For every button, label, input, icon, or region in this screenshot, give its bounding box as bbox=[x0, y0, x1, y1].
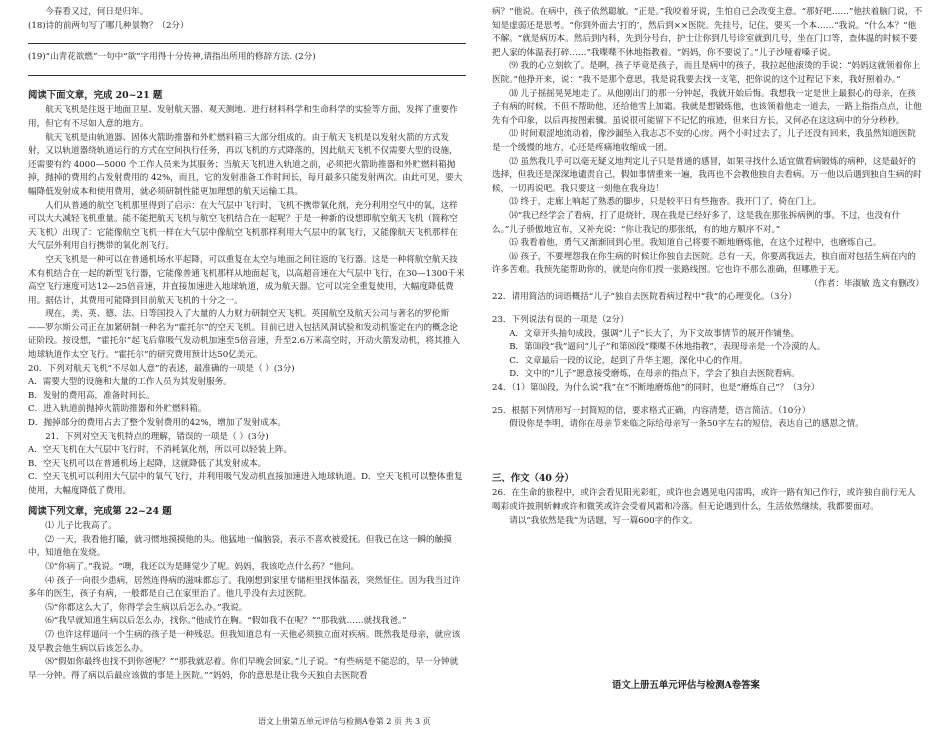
passage-paragraph: 现在，美、英、德、法、日等国投入了大量的人力财力研制空天飞机。英国航空及航天公司与著名的罗伦斯——罗尔斯公司正在加紧研制一种名为“霍托尔”的空天飞机。目前已进入包括风洞试验和发动机鉴定在内的概念论证阶段。按设想，“霍托尔”起飞后靠吸气发动机加速至5倍音速，升至2.6万米高空时，开动火箭发动机，将其推入地球轨道作太空飞行。“霍托尔”的研究费用预计达50亿美元。 bbox=[28, 309, 460, 361]
passage-paragraph: 航天飞机是由轨道器、固体火箭助推器和外贮燃料箱三大部分组成的。由于航天飞机是以发射火箭的方式发射，又以轨道器绕轨道运行的方式在空间执行任务，再以飞机的方式降落的，因此航天飞机不仅需要大型的设施，还需要有约 4000—5000 个工作人员来为其服务；当航天飞机进入轨道之前，必须把火箭助推器和外贮燃料箱抛掉，抛掉的费用约占发射费用的 42%，而且，它的发射准备工作时间长，每月最多只能发射两次。由此可见，要大幅降低发射成本和使用费用，就必须研制性能更加理想的航天运输工具。 bbox=[28, 132, 463, 197]
question-22: 22．请用简洁的词语概括“儿子”独自去医院看病过程中“我”的心理变化。（3分） bbox=[492, 292, 797, 303]
story-paragraph: ⑴ 儿子比我高了。 bbox=[45, 521, 117, 532]
option-b: B．空天飞机可以在普通机场上起降，这就降低了其发射成本。 bbox=[28, 458, 267, 469]
question-24: 24．（1）第⒃段，为什么说“我”在“不断地磨炼他”的同时，也是“磨炼自己”？（3分） bbox=[492, 383, 820, 394]
question-25: 25．根据下列情形写一封简短的信，要求格式正确，内容清楚，语言简洁。（10分） bbox=[492, 405, 811, 416]
option-c: C．进入轨道前抛掉火箭助推器和外贮燃料箱。 bbox=[28, 404, 207, 415]
answer-line bbox=[28, 65, 466, 76]
option-d: D．抛掉部分的费用占去了整个发射费用的42%，增加了发射成本。 bbox=[28, 418, 287, 429]
question-25-detail: 假设你是李明，请你在母亲节来临之际给母亲写一条50字左右的短信，表达自己的感恩之情。 bbox=[509, 419, 864, 430]
question-26-prompt: 请以“我依然是我”为话题，写一篇600字的作文。 bbox=[509, 515, 698, 526]
story-paragraph: ⑿ 虽然我几乎可以毫无疑义地判定儿子只是普通的感冒，如果寻找什么适宜做看病锻炼的病种，这是最好的选择，但我还是深深地谴责自己，假如事情重来一遍，我再也不会教他独自去看病。万一他以后遇到独自生病的时候，一切再说吧。我只要这一刻他在我身边！ bbox=[492, 156, 922, 194]
option-c-d: C．空天飞机可以利用大气层中的氧气飞行，并利用吸气发动机直接加速进入地球轨道。D．空天飞机可以整体重复使用，大幅度降低了费用。 bbox=[28, 472, 463, 496]
story-paragraph: ⒃ 孩子，不要埋怨我在你生病的时候让你独自去医院。总有一天，你要离我远去，独自面对包括生病在内的许多苦难。我预先能帮助你的，就是向你们授一张路线图。它也许不那么准确，但哪胜于无。 bbox=[492, 251, 916, 276]
section-3-title: 三、作文（40 分） bbox=[492, 472, 574, 484]
story-paragraph: ⑹“我早就知道生病以后怎么办，找你。”他成竹在胸。“假如我不在呢？”“那我就……就找我爸。” bbox=[45, 616, 407, 627]
story-paragraph: ⒁“我已经学会了看病，打了退烧针，现在我是已经好多了，这是我在那张拆病例的事。不过，也没有什么。”儿子骄傲地宣布，又补充说：“你让我记的那张纸，有的地方顺序不对。” bbox=[492, 210, 901, 235]
poem-line: 今春看又过，何日是归年。 bbox=[45, 7, 149, 17]
story-paragraph: ⑾ 时间艰涩地流动着，像沙漏坠入我志忑不安的心房。两个小时过去了，儿子还没有回来，我虽然知道医院是一个缓慢的地方，心还是疼痛地收缩成一团。 bbox=[492, 129, 916, 153]
option-a: A．空天飞机在大气层中飞行时，不消耗氧化剂，所以可以轻装上阵。 bbox=[28, 445, 293, 456]
passage-paragraph: 人们从普通的航空飞机那里得到了启示：在大气层中飞行时，飞机不携带氧化剂，充分利用空气中的氧，这样可以大大减轻飞机重量。能不能把航天飞机与航空飞机结合在一起呢？于是一种新的设想即航空航天飞机（简称空天飞机）出现了：它能像航空飞机一样在大气层中像航空飞机那样利用大气层中的氧飞行，又能像航天飞机那样在大气层外利用自行携带的氧化剂飞行。 bbox=[28, 200, 458, 252]
page-footer: 语文上册第五单元评估与检测A卷第 2 页 共 3 页 bbox=[258, 717, 431, 726]
question-23: 23．下列说法有误的一项是（2分） bbox=[492, 315, 629, 326]
story-paragraph: ⑼ 我的心立刻软了。是啊，孩子毕竟是孩子，而且是病中的孩子，我拉起他滚烫的手说：“妈妈这就领着你上医院。”他挣开来，说：“我不是那个意思，我是说我要去找一支笔，把你说的这个过程记下来，我好照着办。” bbox=[492, 61, 921, 85]
left-column bbox=[28, 6, 466, 683]
option-c: C．文章最后一段的议论，起到了升华主题，深化中心的作用。 bbox=[509, 355, 748, 366]
section-heading-22-24: 阅读下列文章，完成第 22~24 题 bbox=[28, 505, 172, 517]
story-paragraph: ⑷ 孩子一向很少患病，居然连得病的滋味都忘了。我刚想到家里专储柜里找体温表，突然怔住。因为我当过许多年的医生，孩子有病，一般都是自己在家里治了。他几乎没有去过医院。 bbox=[28, 575, 461, 600]
question-18: (18)诗的前两句写了哪几种景物？（2分） bbox=[28, 20, 189, 31]
story-paragraph: ⑽ 儿子摇摇晃晃地走了。从他刚出门的那一分钟起，我就开始后悔。我想我一定是世上最狠心的母亲，在孩子有病的时候，不但不帮助他，还给他雪上加霜。我就是想锻炼他，也该领着他走一道去，一路上指指点点，让他先有个印象，以后再按图索骥。虽说很可能留下不记忆的痕迹，但来日方长，又何必在这这病中的分分秒秒。 bbox=[492, 88, 922, 126]
author-credit: （作者：毕淑敏 选文有删改） bbox=[809, 278, 924, 289]
story-paragraph: ⑸“你都这么大了，你得学会生病以后怎么办。”我说。 bbox=[45, 602, 248, 613]
right-column bbox=[492, 6, 924, 528]
story-paragraph: 病？”他说。在病中，孩子依然聪敏。“正是。”我咬着牙说，生怕自己会改变主意。“那好吧……”他扶着脑门说，不知是虚弱还是思考。“你到外面去‘打的’，然后到××医院。先挂号，记住，要买一个本……”我说。“什么本？”他不解。“就是病历本。然后到内科，先到分号台，护士让你到几号诊室就到几号，坐在门口等，查体温的时候不要把人家的体温表打碎……”我喋喋不休地指教着。“妈妈，你不要说了。”儿子沙哑着嗓子说。 bbox=[492, 7, 923, 58]
story-paragraph: ⑶“你病了。”我说。“噢，我还以为是睡觉少了呢。妈妈，我该吃点什么药？”他问。 bbox=[45, 561, 360, 572]
answer-section-title: 语文上册五单元评估与检测A卷答案 bbox=[612, 680, 760, 691]
section-heading-20-21: 阅读下面文章，完成 20~21 题 bbox=[28, 89, 163, 101]
option-a: A．需要大型的设施和大量的工作人员为其发射服务。 bbox=[28, 377, 232, 388]
story-paragraph: ⒂ 我看着他，勇气又渐渐回到心里。我知道自己将要不断地磨炼他，在这个过程中，也磨炼自己。 bbox=[509, 238, 882, 249]
question-26: 26．在生命的旅程中，或许会看见阳光彩虹，或许也会遇见电闪雷鸣，或许一路有知己作行，或许独自前行无人喝彩或许披荆斩棘或许和微笑或许会受着风霜和冷落。但无论遇到什么，生活依然继续，我都要面对。 bbox=[492, 488, 916, 512]
option-a: A．文章开头抽句成段，强调“儿子”长大了，为下文故事情节的展开作铺垫。 bbox=[509, 328, 800, 339]
answer-line bbox=[28, 33, 466, 44]
option-b: B．第⑽段“我”逼问“儿子”和第⑻段“喋喋不休地指教”，表现母亲是一个冷漠的人。 bbox=[509, 342, 826, 353]
story-paragraph: ⑺ 也许这样逼问一个生病的孩子是一种残忍。但我知道总有一天他必须独立面对疾病。既然我是母亲，就应该及早教会他生病以后该怎么办。 bbox=[28, 629, 461, 654]
story-paragraph: ⑵ 一天，我看他打瞌，就习惯地摸摸他的头。他猛地一偏脑袋，表示不喜欢被爱抚。但我已在这一瞬的触摸中，知道他在发烧。 bbox=[28, 534, 452, 559]
story-paragraph: ⒀ 终于，走廊上响起了熟悉的脚步，只是较平日有些拖沓。我开门了，倚在门上。 bbox=[509, 197, 822, 208]
passage-paragraph: 空天飞机是一种可以在普通机场水平起降，可以重复在太空与地面之间往返的飞行器。这是一种将航空航天技术有机结合在一起的新型飞行器，它能像普通飞机那样从地面起飞，以高超音速在大气层中飞行，在30—1300千米高空飞行速度可达12—25倍音速，并直接加速进入地球轨道，成为航天器。它可以完全重复使用，大幅度降低费用。据估计，其费用可能降到目前航天飞机的十分之一。 bbox=[28, 254, 465, 306]
question-21: 21．下列对空天飞机特点的理解，错误的一项是（ ）(3分) bbox=[45, 431, 269, 442]
passage-paragraph: 航天飞机是往返于地面卫星、发射航天器、观天测地、进行材料科学和生命科学的实验等方面，发挥了重要作用，但它有不尽如人意的地方。 bbox=[28, 105, 458, 129]
option-b: B．发射的费用高，准备时间长。 bbox=[28, 390, 155, 401]
option-d: D．文中的“儿子”愿意接受磨炼，在母亲的指点下，学会了独自去医院看病。 bbox=[509, 369, 800, 380]
question-20: 20．下列对航天飞机“不尽如人意”的表述，最准确的一项是（ ）(3分) bbox=[28, 363, 295, 374]
story-paragraph: ⑻“假如你最终也找不到你爸呢？”“那我就忍着。你们早晚会回家。”儿子说。“有些病是不能忍的，早一分钟就早一分钟。得了病以后最应该做的事是上医院。”“妈妈，你的意思是让我今天独自去医院看 bbox=[28, 657, 459, 681]
question-19: (19)“山青花欲燃”一句中“欲”字用得十分传神,请指出所用的修辞方法. (2分) bbox=[28, 52, 316, 63]
